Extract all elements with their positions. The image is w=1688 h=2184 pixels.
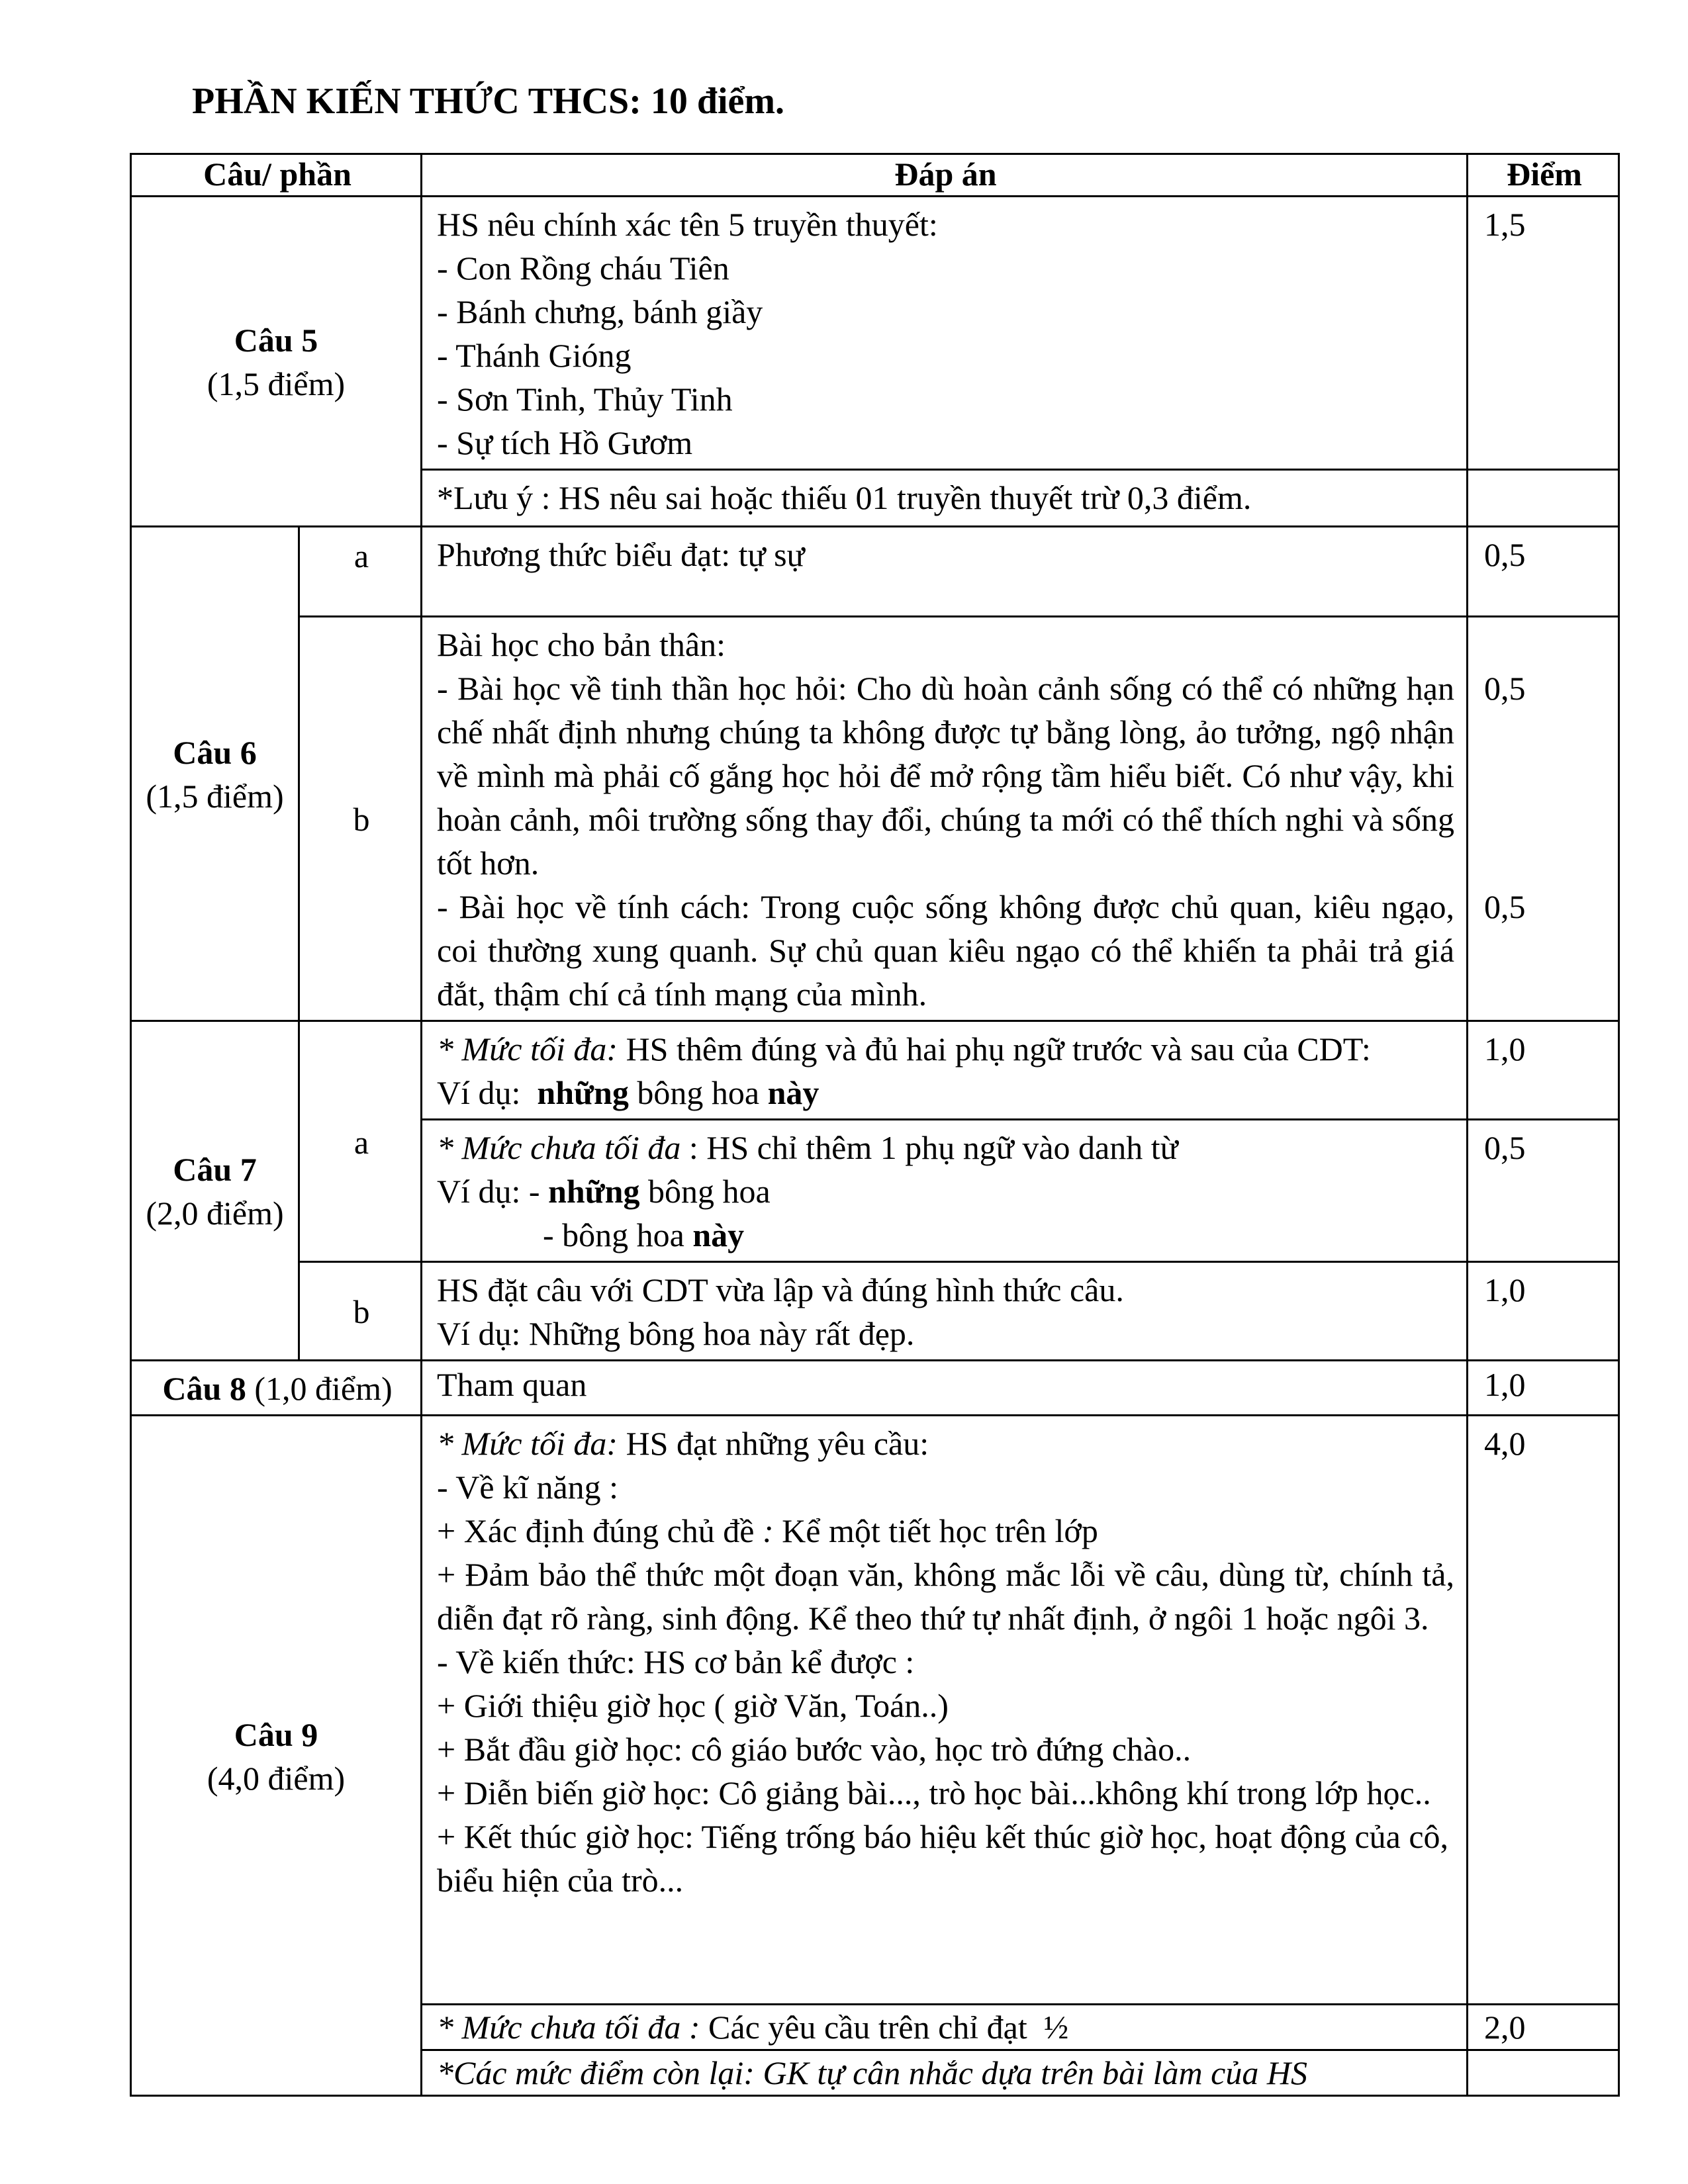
q5-note: *Lưu ý : HS nêu sai hoặc thiếu 01 truyền thuyết trừ 0,3 điểm. — [422, 470, 1468, 527]
q5-score: 1,5 — [1468, 197, 1619, 470]
q7a2-answer — [422, 1120, 1468, 1262]
q9-skills-heading: - Về kĩ năng : — [437, 1469, 619, 1506]
header-answer: Đáp án — [422, 154, 1468, 197]
q5-item: - Sự tích Hồ Gươm — [437, 424, 693, 461]
q9-max-text: HS đạt những yêu cầu: — [618, 1425, 929, 1462]
q9-knowledge-heading: - Về kiến thức: HS cơ bản kể được : — [437, 1643, 915, 1680]
q7b-text: HS đặt câu với CDT vừa lập và đúng hình thức câu. — [437, 1271, 1124, 1308]
q6b-lesson-2: - Bài học về tính cách: Trong cuộc sống không được chủ quan, kiêu ngạo, coi thường xung quanh. Sự chủ quan kiêu ngạo có thể khiến ta phải trả giá đắt, thậm chí cả tính mạng của mình. — [437, 888, 1455, 1013]
q9-skill-2: + Đảm bảo thể thức một đoạn văn, không mắc lỗi về câu, dùng từ, chính tả, diễn đạt rõ ràng, sinh động. Kể theo thứ tự nhất định, ở ngôi 1 hoặc ngôi 3. — [437, 1556, 1455, 1637]
q6b-intro: Bài học cho bản thân: — [437, 626, 726, 663]
q9-points: (4,0 điểm) — [207, 1759, 346, 1797]
q5-label — [131, 197, 422, 527]
q6b-row — [131, 617, 1619, 1021]
q7b-label: b — [299, 1262, 422, 1361]
answer-table — [130, 153, 1620, 2097]
header-question: Câu/ phần — [131, 154, 422, 197]
q8-title: Câu 8 — [162, 1370, 246, 1407]
q7a2-level: * Mức chưa tối đa — [437, 1129, 681, 1166]
q9-partial-text: Các yêu cầu trên chỉ đạt ½ — [700, 2009, 1069, 2046]
q9-title: Câu 9 — [234, 1715, 318, 1753]
q7b-row — [131, 1262, 1619, 1361]
q9-skill-1: + Xác định đúng chủ đề — [437, 1512, 763, 1549]
q6a-row — [131, 527, 1619, 617]
q5-item: - Sơn Tinh, Thủy Tinh — [437, 381, 733, 418]
q6b-lesson-1: - Bài học về tinh thần học hỏi: Cho dù hoàn cảnh sống có thể có những hạn chế nhất định nhưng chúng ta không được tự bằng lòng, ảo tưởng, ngộ nhận về mình mà phải cố gắng học hỏi để mở rộng tầm hiểu biết. Có như vậy, khi hoàn cảnh, môi trường sống thay đổi, chúng ta mới có thể thích nghi và sống tốt hơn. — [437, 670, 1455, 882]
q7a2-example2-word: này — [692, 1216, 745, 1253]
q5-points: (1,5 điểm) — [207, 365, 346, 402]
q7b-score: 1,0 — [1468, 1262, 1619, 1361]
q7a1-example-word-2: này — [767, 1074, 820, 1111]
q5-item: - Thánh Gióng — [437, 337, 632, 374]
q6b-score-1: 0,5 — [1484, 670, 1526, 707]
q9-answer — [422, 1416, 1468, 2005]
q7a1-example-word-1: những — [537, 1074, 629, 1111]
table-header-row — [131, 154, 1619, 197]
q9-other-note: *Các mức điểm còn lại: GK tự cân nhắc dựa trên bài làm của HS — [422, 2050, 1468, 2096]
q5-title: Câu 5 — [234, 322, 318, 359]
q8-row — [131, 1361, 1619, 1416]
q6b-score-2: 0,5 — [1484, 888, 1526, 925]
q9-knowledge-2: + Bắt đầu giờ học: cô giáo bước vào, học trò đứng chào.. — [437, 1731, 1192, 1768]
q6a-score: 0,5 — [1468, 527, 1619, 617]
q5-note-score — [1468, 470, 1619, 527]
q6a-label: a — [299, 527, 422, 617]
page-title: PHẦN KIẾN THỨC THCS: 10 điểm. — [192, 81, 785, 122]
q7a1-answer — [422, 1021, 1468, 1120]
header-score: Điểm — [1468, 154, 1619, 197]
q6a-answer: Phương thức biểu đạt: tự sự — [422, 527, 1468, 617]
q9-knowledge-1: + Giới thiệu giờ học ( giờ Văn, Toán..) — [437, 1687, 949, 1724]
q8-points: (1,0 điểm) — [246, 1370, 393, 1407]
q7a2-score: 0,5 — [1468, 1120, 1619, 1262]
q5-intro: HS nêu chính xác tên 5 truyền thuyết: — [437, 206, 938, 243]
q9-partial-score: 2,0 — [1468, 2005, 1619, 2050]
q6-title: Câu 6 — [173, 734, 257, 771]
q6-points: (1,5 điểm) — [146, 778, 284, 815]
q5-row — [131, 197, 1619, 470]
q9-partial-level: * Mức chưa tối đa : — [437, 2009, 700, 2046]
q7-label — [131, 1021, 299, 1361]
q7-title: Câu 7 — [173, 1151, 257, 1188]
q7a2-example-word: những — [548, 1173, 640, 1210]
q6b-answer — [422, 617, 1468, 1021]
q8-score: 1,0 — [1468, 1361, 1619, 1416]
q9-max-score: 4,0 — [1468, 1416, 1619, 2005]
q5-item: - Bánh chưng, bánh giầy — [437, 293, 763, 330]
q7a2-example2-prefix: - bông hoa — [543, 1216, 693, 1253]
q7a1-example-mid: bông hoa — [628, 1074, 768, 1111]
q9-knowledge-4: + Kết thúc giờ học: Tiếng trống báo hiệu kết thúc giờ học, hoạt động của cô, biểu hiện của trò... — [437, 1818, 1449, 1899]
q7-points: (2,0 điểm) — [146, 1195, 284, 1232]
q9-other-score — [1468, 2050, 1619, 2096]
q7b-example: Ví dụ: Những bông hoa này rất đẹp. — [437, 1315, 915, 1352]
q7a2-example-prefix: Ví dụ: - — [437, 1173, 549, 1210]
q7a1-level: * Mức tối đa: — [437, 1030, 618, 1068]
q7a1-text: HS thêm đúng và đủ hai phụ ngữ trước và sau của CDT: — [618, 1030, 1371, 1068]
q7a2-example-rest: bông hoa — [639, 1173, 771, 1210]
q7a1-score: 1,0 — [1468, 1021, 1619, 1120]
q7a2-text: : HS chỉ thêm 1 phụ ngữ vào danh từ — [680, 1129, 1178, 1166]
q9-label — [131, 1416, 422, 2096]
q9-row — [131, 1416, 1619, 2005]
q7a-label: a — [299, 1021, 422, 1262]
q8-label — [131, 1361, 422, 1416]
q5-answer — [422, 197, 1468, 470]
q7a1-row — [131, 1021, 1619, 1120]
q5-item: - Con Rồng cháu Tiên — [437, 250, 729, 287]
q9-skill-1-topic: Kể một tiết học trên lớp — [773, 1512, 1098, 1549]
q7b-answer — [422, 1262, 1468, 1361]
q8-answer: Tham quan — [422, 1361, 1468, 1416]
q6b-scores — [1468, 617, 1619, 1021]
q9-skill-1-colon: : — [762, 1512, 774, 1549]
q6b-label: b — [299, 617, 422, 1021]
q9-knowledge-3: + Diễn biến giờ học: Cô giảng bài..., trò học bài...không khí trong lớp học.. — [437, 1774, 1431, 1811]
q6-label — [131, 527, 299, 1021]
q9-max-level: * Mức tối đa: — [437, 1425, 618, 1462]
q7a1-example-prefix: Ví dụ: — [437, 1074, 538, 1111]
q9-partial — [422, 2005, 1468, 2050]
